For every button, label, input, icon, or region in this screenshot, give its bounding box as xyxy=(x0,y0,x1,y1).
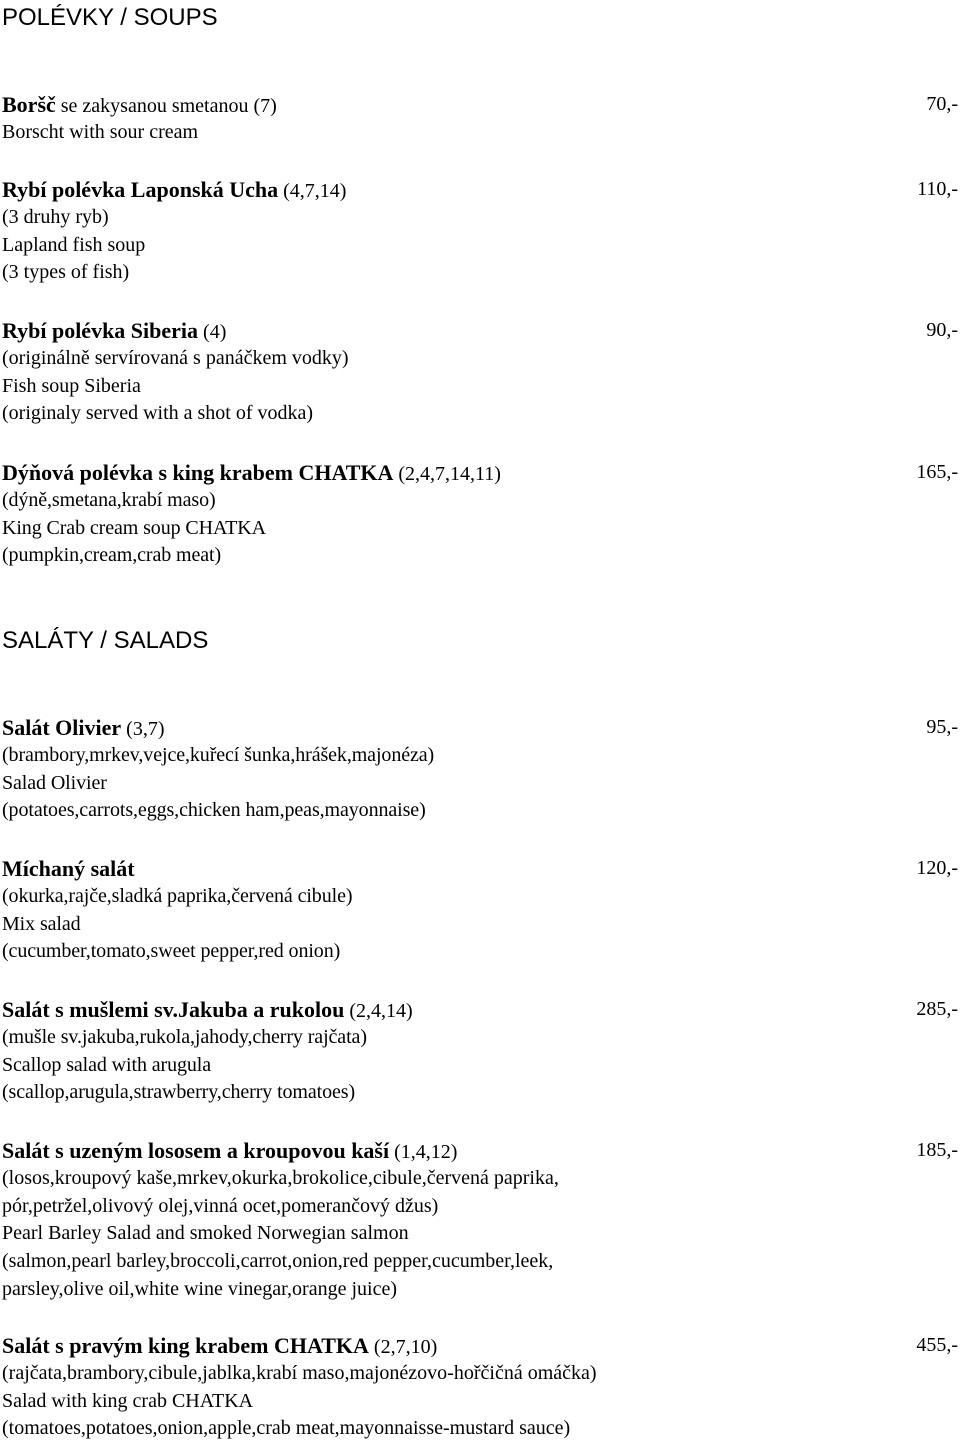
item-description-line: (3 types of fish) xyxy=(2,261,130,284)
item-allergens: (4) xyxy=(198,321,227,343)
item-name: Dýňová polévka s king krabem CHATKA xyxy=(2,460,394,485)
item-price: 120,- xyxy=(916,857,958,879)
item-allergens: (2,7,10) xyxy=(368,1336,438,1358)
menu-item-scallop-salad xyxy=(2,996,958,1107)
item-description-line: (dýně,smetana,krabí maso) xyxy=(2,488,216,511)
item-header xyxy=(2,855,958,883)
item-price: 70,- xyxy=(926,93,958,115)
item-description-line: Fish soup Siberia xyxy=(2,374,141,397)
item-allergens: (2,4,7,14,11) xyxy=(393,463,501,485)
item-name: Salát s uzeným lososem a kroupovou kaší xyxy=(2,1138,390,1163)
section-title-salads: SALÁTY / SALADS xyxy=(2,627,209,654)
item-description-line: (mušle sv.jakuba,rukola,jahody,cherry rajčata) xyxy=(2,1025,367,1048)
item-description-line: (cucumber,tomato,sweet pepper,red onion) xyxy=(2,940,341,963)
item-description-line: (potatoes,carrots,eggs,chicken ham,peas,mayonnaise) xyxy=(2,799,426,822)
item-description-line: (brambory,mrkev,vejce,kuřecí šunka,hrášek,majonéza) xyxy=(2,743,435,766)
item-header xyxy=(2,1332,958,1360)
menu-item-pumpkin-crab-soup xyxy=(2,459,958,570)
menu-item-salmon-barley-salad xyxy=(2,1137,958,1304)
item-description-line: (salmon,pearl barley,broccoli,carrot,onion,red pepper,cucumber,leek, xyxy=(2,1250,554,1273)
menu-item-fish-soup-siberia xyxy=(2,317,958,428)
menu-item-borscht xyxy=(2,91,958,147)
item-description-line: (pumpkin,cream,crab meat) xyxy=(2,544,222,567)
item-header xyxy=(2,459,958,487)
item-header xyxy=(2,1137,958,1165)
item-description-line: Scallop salad with arugula xyxy=(2,1053,212,1076)
section-title-soups: POLÉVKY / SOUPS xyxy=(2,4,218,31)
item-description-line: parsley,olive oil,white wine vinegar,orange juice) xyxy=(2,1277,397,1300)
item-description-line: Pearl Barley Salad and smoked Norwegian salmon xyxy=(2,1222,409,1245)
item-description-line: King Crab cream soup CHATKA xyxy=(2,516,266,539)
item-header xyxy=(2,714,958,742)
menu-item-salad-olivier xyxy=(2,714,958,825)
menu-item-lapland-fish-soup xyxy=(2,176,958,287)
item-name-tail: se zakysanou smetanou (7) xyxy=(55,95,277,117)
item-header xyxy=(2,996,958,1024)
item-name: Rybí polévka Laponská Ucha xyxy=(2,177,279,202)
item-price: 110,- xyxy=(917,178,958,200)
item-name: Míchaný salát xyxy=(2,856,135,881)
menu-item-mix-salad xyxy=(2,855,958,966)
item-allergens: (3,7) xyxy=(121,718,165,740)
item-allergens: (2,4,14) xyxy=(344,1000,413,1022)
item-description-line: (okurka,rajče,sladká paprika,červená cibule) xyxy=(2,884,353,907)
item-price: 185,- xyxy=(916,1139,958,1161)
item-price: 165,- xyxy=(916,461,958,483)
item-header xyxy=(2,176,958,204)
item-description-line: Salad with king crab CHATKA xyxy=(2,1389,254,1412)
item-description-line: Borscht with sour cream xyxy=(2,120,199,143)
item-description-line: Mix salad xyxy=(2,912,81,935)
item-description-line: (tomatoes,potatoes,onion,apple,crab meat,mayonnaisse-mustard sauce) xyxy=(2,1417,571,1440)
item-description-line: (originálně servírovaná s panáčkem vodky) xyxy=(2,346,349,369)
item-allergens: (4,7,14) xyxy=(278,180,347,202)
item-header xyxy=(2,91,958,119)
item-price: 95,- xyxy=(926,716,958,738)
item-name: Boršč xyxy=(2,92,56,117)
item-description-line: pór,petržel,olivový olej,vinná ocet,pomerančový džus) xyxy=(2,1194,439,1217)
item-price: 455,- xyxy=(916,1334,958,1356)
item-header xyxy=(2,317,958,345)
item-name: Salát s mušlemi sv.Jakuba a rukolou xyxy=(2,997,345,1022)
item-name: Rybí polévka Siberia xyxy=(2,318,199,343)
item-allergens: (1,4,12) xyxy=(389,1141,458,1163)
item-description-line: Salad Olivier xyxy=(2,771,107,794)
item-description-line: (originaly served with a shot of vodka) xyxy=(2,402,314,425)
item-description-line: (rajčata,brambory,cibule,jablka,krabí maso,majonézovo-hořčičná omáčka) xyxy=(2,1361,597,1384)
item-description-line: (scallop,arugula,strawberry,cherry tomatoes) xyxy=(2,1081,356,1104)
item-name: Salát Olivier xyxy=(2,715,122,740)
item-price: 90,- xyxy=(926,319,958,341)
item-price: 285,- xyxy=(916,998,958,1020)
item-name: Salát s pravým king krabem CHATKA xyxy=(2,1333,369,1358)
item-description-line: Lapland fish soup xyxy=(2,233,146,256)
item-description-line: (losos,kroupový kaše,mrkev,okurka,brokolice,cibule,červená paprika, xyxy=(2,1166,559,1189)
menu-item-king-crab-salad xyxy=(2,1332,958,1443)
item-description-line: (3 druhy ryb) xyxy=(2,205,109,228)
